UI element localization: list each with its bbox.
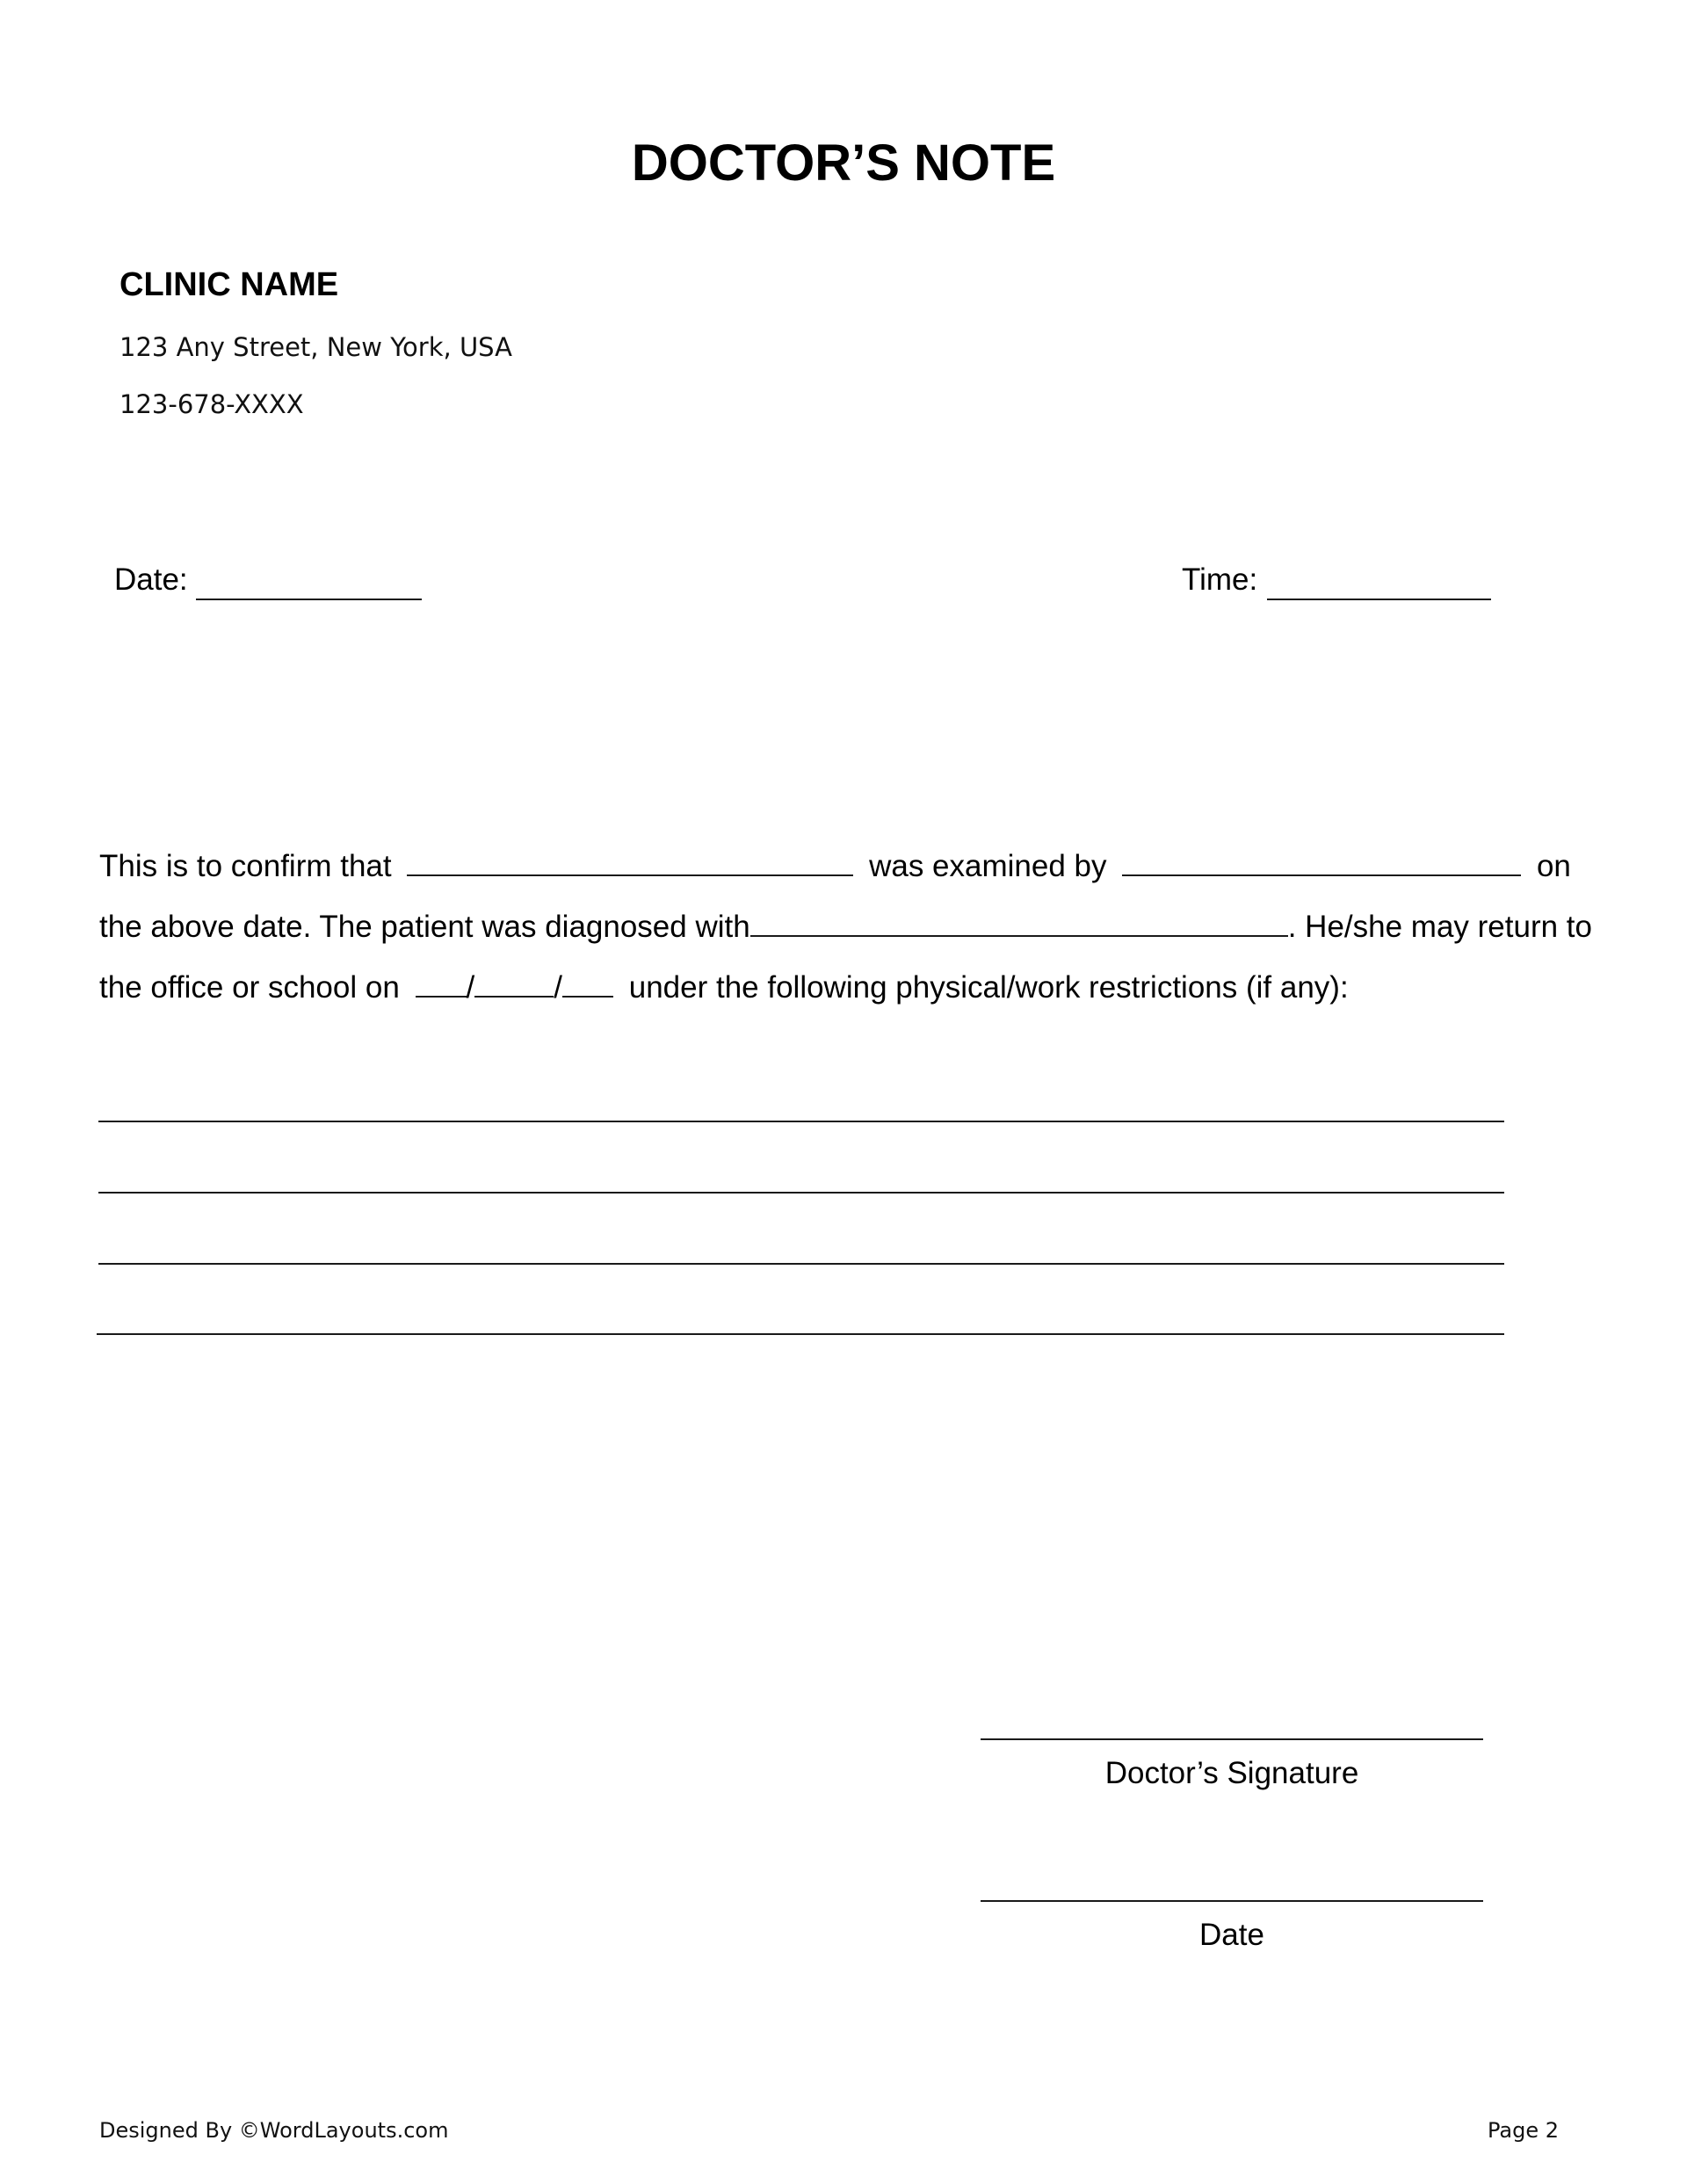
date-separator: / — [554, 970, 562, 1005]
paragraph-text: the above date. The patient was diagnosed with — [99, 910, 750, 944]
paragraph-text: was examined by — [869, 849, 1107, 883]
restriction-line-4[interactable] — [97, 1333, 1504, 1335]
restriction-line-1[interactable] — [98, 1121, 1504, 1122]
clinic-phone: 123-678-XXXX — [119, 389, 304, 419]
return-year-field[interactable] — [562, 971, 613, 998]
signature-date-label: Date — [1199, 1918, 1264, 1952]
paragraph-text: This is to confirm that — [99, 849, 392, 883]
signature-label: Doctor’s Signature — [1104, 1756, 1359, 1790]
restriction-line-2[interactable] — [98, 1192, 1504, 1194]
restriction-line-3[interactable] — [98, 1263, 1504, 1265]
return-month-field[interactable] — [416, 971, 467, 998]
diagnosis-field[interactable] — [750, 911, 1288, 937]
time-field[interactable] — [1267, 599, 1491, 600]
date-field[interactable] — [196, 599, 422, 600]
date-label: Date: — [114, 562, 188, 597]
patient-name-field[interactable] — [407, 850, 853, 876]
paragraph-line-2 — [99, 910, 1592, 945]
paragraph-line-3 — [99, 970, 1349, 1005]
clinic-address: 123 Any Street, New York, USA — [119, 332, 512, 362]
paragraph-text: on — [1536, 849, 1571, 883]
clinic-name: CLINIC NAME — [119, 266, 339, 303]
footer-credit: Designed By ©WordLayouts.com — [99, 2118, 449, 2143]
signature-line[interactable] — [981, 1738, 1483, 1740]
paragraph-text: under the following physical/work restrictions (if any): — [628, 970, 1349, 1005]
examiner-name-field[interactable] — [1122, 850, 1521, 876]
signature-date-line[interactable] — [981, 1900, 1483, 1902]
date-separator: / — [466, 970, 475, 1005]
paragraph-line-1 — [99, 849, 1571, 884]
return-day-field[interactable] — [474, 971, 554, 998]
time-label: Time: — [1182, 562, 1258, 597]
document-title: DOCTOR’S NOTE — [631, 134, 1056, 192]
paragraph-text: the office or school on — [99, 970, 400, 1005]
page-number: Page 2 — [1488, 2118, 1559, 2143]
paragraph-text: . He/she may return to — [1287, 910, 1592, 944]
